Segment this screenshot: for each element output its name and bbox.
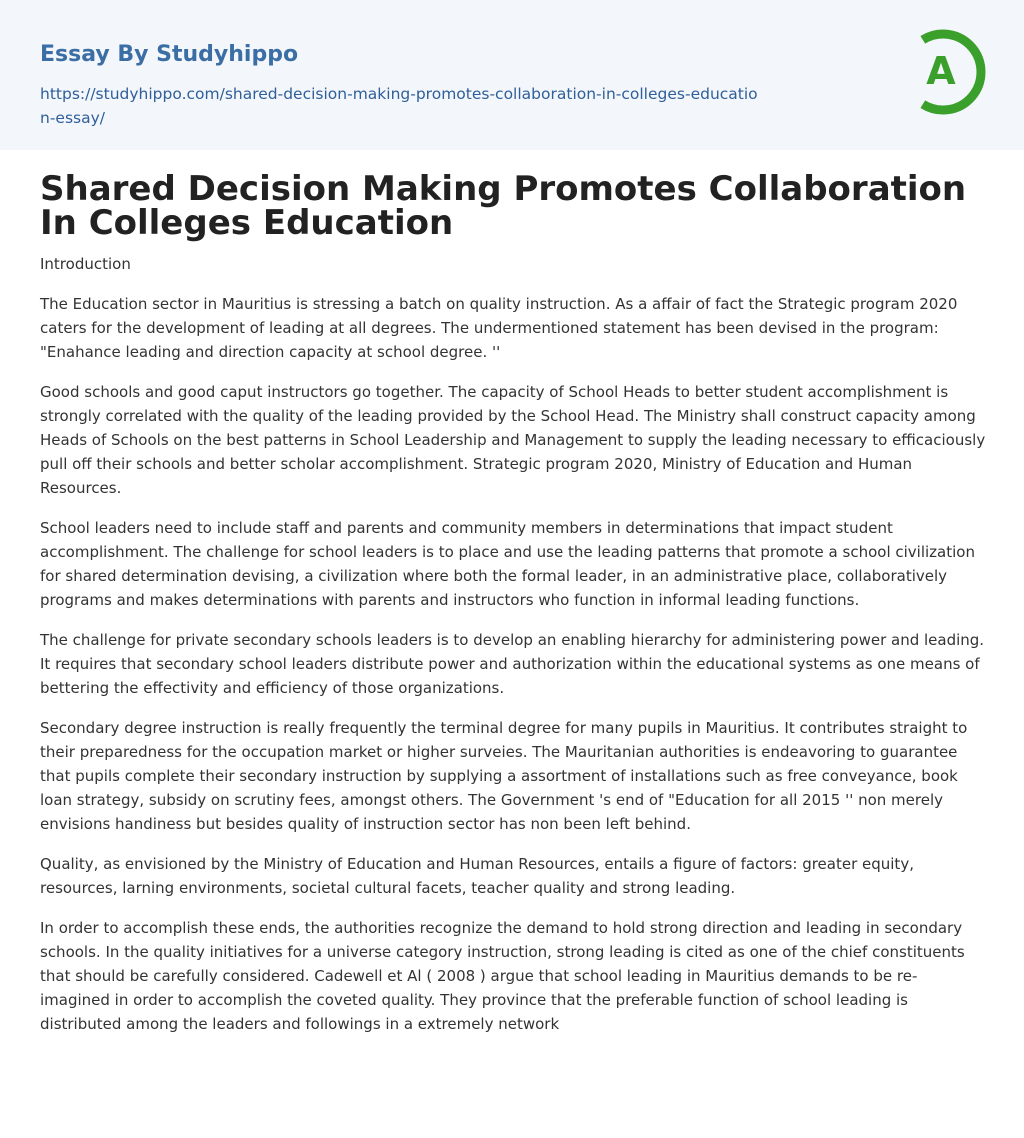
logo-letter: A (926, 49, 956, 93)
site-header (0, 0, 1024, 150)
paragraph: The Education sector in Mauritius is stressing a batch on quality instruction. As a affair of fact the Strategic program 2020 caters for the development of leading at all degrees. The undermentioned statement has been devised in the program: "Enahance leading and direction capacity at school degree. '' (40, 295, 958, 361)
article-title: Shared Decision Making Promotes Collaboration In Colleges Education (40, 169, 967, 243)
paragraph: School leaders need to include staff and parents and community members in determinations that impact student accomplishment. The challenge for school leaders is to place and use the leading patterns that promote a school civilization for shared determination devising, a civilization where both the formal leader, in an administrative place, collaboratively programs and makes determinations with parents and instructors who function in informal leading functions. (40, 519, 975, 609)
brand-title: Essay By Studyhippo (40, 42, 299, 67)
article (0, 169, 1024, 1036)
paragraph: In order to accomplish these ends, the authorities recognize the demand to hold strong direction and leading in secondary schools. In the quality initiatives for a universe category instruction, strong leading is cited as one of the chief constituents that should be carefully considered. Cadewell et Al ( 2008 ) argue that school leading in Mauritius demands to be re-imagined in order to accomplish the coveted quality. They province that the preferable function of school leading is distributed among the leaders and followings in a extremely network (40, 919, 965, 1033)
paragraph: Quality, as envisioned by the Ministry of Education and Human Resources, entails a figure of factors: greater equity, resources, larning environments, societal cultural facets, teacher quality and strong leading. (40, 855, 914, 897)
paragraph: The challenge for private secondary schools leaders is to develop an enabling hierarchy for administering power and leading. It requires that secondary school leaders distribute power and authorization within the educational systems as one means of bettering the effectivity and efficiency of those organizations. (40, 631, 985, 697)
studyhippo-logo-icon (900, 28, 988, 116)
paragraph: Good schools and good caput instructors go together. The capacity of School Heads to better student accomplishment is strongly correlated with the quality of the leading provided by the School Head. The Ministry shall construct capacity among Heads of Schools on the best patterns in School Leadership and Management to supply the leading necessary to efficaciously pull off their schools and better scholar accomplishment. Strategic program 2020, Ministry of Education and Human Resources. (40, 383, 986, 497)
source-url-link[interactable]: https://studyhippo.com/shared-decision-making-promotes-collaboration-in-colleges-education-essay/ (40, 85, 758, 127)
section-label: Introduction (40, 255, 131, 273)
paragraph: Secondary degree instruction is really frequently the terminal degree for many pupils in Mauritius. It contributes straight to their preparedness for the occupation market or higher surveies. The Mauritanian authorities is endeavoring to guarantee that pupils complete their secondary instruction by supplying a assortment of installations such as free conveyance, book loan strategy, subsidy on scrutiny fees, amongst others. The Government 's end of "Education for all 2015 '' non merely envisions handiness but besides quality of instruction sector has non been left behind. (40, 719, 968, 833)
